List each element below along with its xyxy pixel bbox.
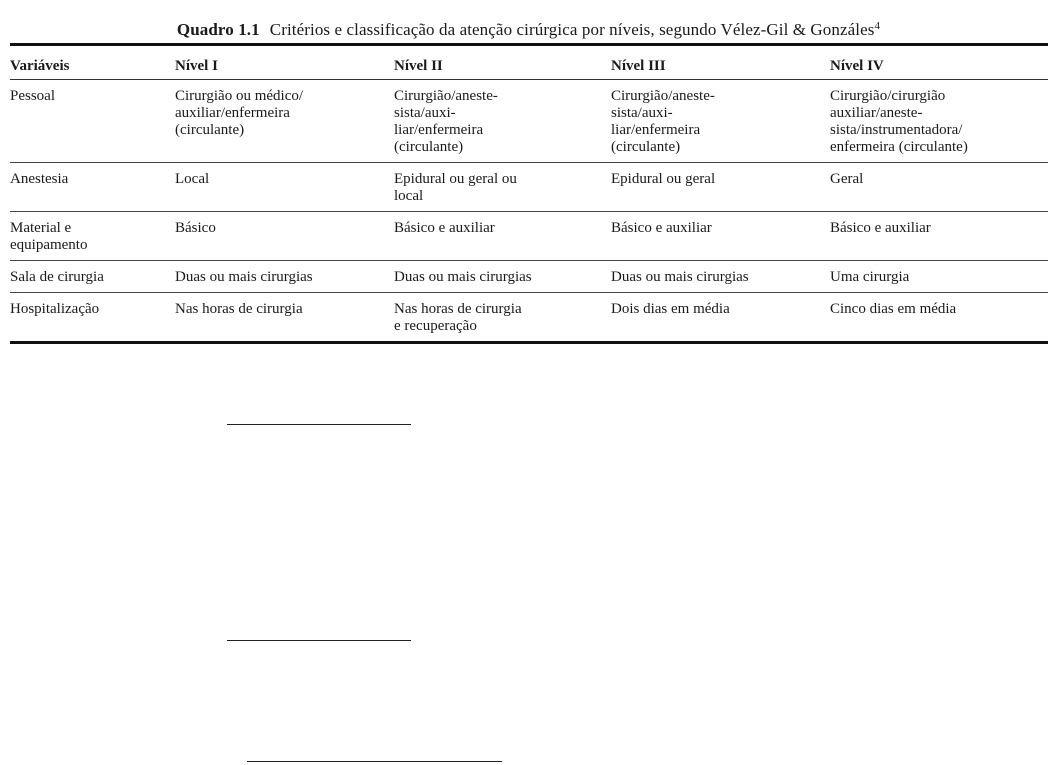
- cell-nivel-3: Dois dias em média: [611, 293, 830, 343]
- cell-nivel-3: Cirurgião/aneste- sista/auxi- liar/enfermeira (circulante): [611, 80, 830, 163]
- cell-nivel-2: Cirurgião/aneste- sista/auxi- liar/enfermeira (circulante): [394, 80, 611, 163]
- table-header-row: [10, 45, 1048, 80]
- header-nivel-4: Nível IV: [830, 45, 1048, 80]
- table-row-material: [10, 212, 1048, 261]
- cell-nivel-4: Cirurgião/cirurgião auxiliar/aneste- sista/instrumentadora/ enfermeira (circulante): [830, 80, 1048, 163]
- header-variaveis: Variáveis: [10, 45, 175, 80]
- caption-title: Critérios e classificação da atenção cirúrgica por níveis, segundo Vélez-Gil & Gonzáles: [269, 20, 875, 39]
- table-row-pessoal: [10, 80, 1048, 163]
- table-row-sala: [10, 261, 1048, 293]
- table-caption: [0, 20, 1057, 40]
- cell-variavel: Sala de cirurgia: [10, 261, 175, 293]
- cell-variavel: Pessoal: [10, 80, 175, 163]
- blank-line-1: [227, 424, 411, 425]
- cell-nivel-3: Epidural ou geral: [611, 163, 830, 212]
- cell-nivel-1: Cirurgião ou médico/ auxiliar/enfermeira (circulante): [175, 80, 394, 163]
- cell-nivel-1: Nas horas de cirurgia: [175, 293, 394, 343]
- cell-nivel-4: Cinco dias em média: [830, 293, 1048, 343]
- cell-variavel: Material e equipamento: [10, 212, 175, 261]
- cell-variavel: Anestesia: [10, 163, 175, 212]
- cell-nivel-4: Básico e auxiliar: [830, 212, 1048, 261]
- classification-table: [10, 43, 1048, 344]
- cell-nivel-1: Local: [175, 163, 394, 212]
- blank-line-3: [247, 761, 502, 762]
- cell-nivel-4: Geral: [830, 163, 1048, 212]
- header-nivel-3: Nível III: [611, 45, 830, 80]
- cell-variavel: Hospitalização: [10, 293, 175, 343]
- blank-line-2: [227, 640, 411, 641]
- cell-nivel-3: Básico e auxiliar: [611, 212, 830, 261]
- cell-nivel-4: Uma cirurgia: [830, 261, 1048, 293]
- table-row-hospitalizacao: [10, 293, 1048, 343]
- table-row-anestesia: [10, 163, 1048, 212]
- cell-nivel-2: Nas horas de cirurgia e recuperação: [394, 293, 611, 343]
- cell-nivel-3: Duas ou mais cirurgias: [611, 261, 830, 293]
- cell-nivel-2: Epidural ou geral ou local: [394, 163, 611, 212]
- header-nivel-1: Nível I: [175, 45, 394, 80]
- cell-nivel-1: Duas ou mais cirurgias: [175, 261, 394, 293]
- caption-label: Quadro 1.1: [176, 20, 260, 39]
- cell-nivel-2: Básico e auxiliar: [394, 212, 611, 261]
- cell-nivel-2: Duas ou mais cirurgias: [394, 261, 611, 293]
- cell-nivel-1: Básico: [175, 212, 394, 261]
- header-nivel-2: Nível II: [394, 45, 611, 80]
- caption-reference: 4: [874, 20, 881, 32]
